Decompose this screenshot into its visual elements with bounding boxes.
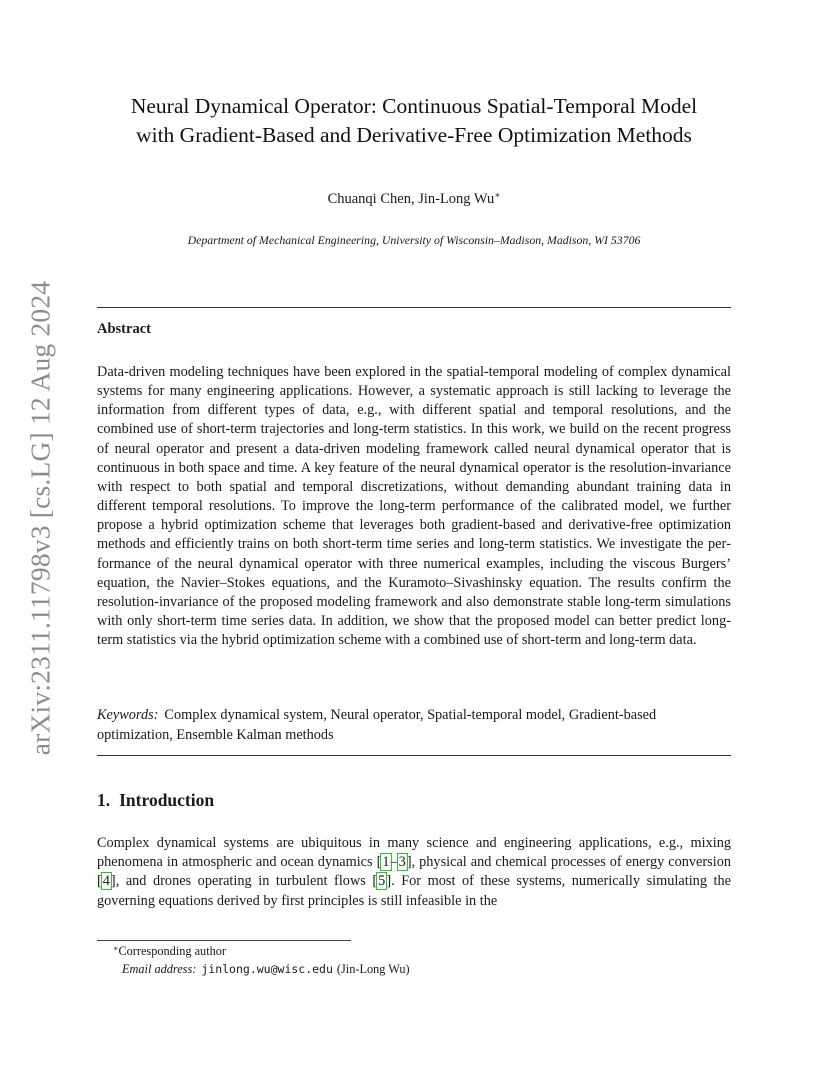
section-heading-introduction — [97, 790, 214, 811]
section-number: 1. — [97, 790, 111, 810]
keywords — [97, 706, 731, 745]
intro-text-part: Complex dynamical systems are ubiquitous in many science and engineering applications, e.g., mixing phenomena in atmospheric and ocean dynamics — [97, 835, 731, 871]
author-names: Chuanqi Chen, Jin-Long Wu — [327, 191, 495, 207]
citation-link[interactable]: 3 — [398, 854, 406, 871]
keywords-text: Complex dynamical system, Neural operator, Spatial-temporal model, Gradient-based optimization, Ensemble Kalman methods — [97, 707, 657, 743]
introduction-paragraph: Complex dynamical systems are ubiquitous in many science and engineering applications, e.g., mixing phenomena in atmospheric and ocean dynamics [1–3], physical and chemical processes of energy conversion [4], and drones operating in turbulent flows [5]. For most of these systems, numerically simulating the governing equations derived by first principles is still infeasible in the — [97, 835, 731, 909]
citation-link[interactable]: 4 — [102, 873, 110, 890]
intro-text-part: . For most of these systems, numerically simulating the governing equations derived by first principles is still infeasible in the — [97, 873, 731, 909]
footnote-rule — [97, 940, 351, 941]
intro-text-part: , physical and chemical processes of energy conversion — [411, 854, 731, 871]
section-title: Introduction — [119, 790, 215, 810]
citation-link[interactable]: 5 — [378, 873, 386, 890]
corresponding-marker[interactable]: ∗ — [494, 190, 501, 200]
title-line-1: Neural Dynamical Operator: Continuous Spatial-Temporal Model — [130, 94, 698, 118]
abstract-heading: Abstract — [97, 321, 151, 337]
keywords-label: Keywords: — [97, 707, 159, 723]
footnote-corresponding — [113, 944, 226, 959]
arxiv-side-stamp — [20, 278, 60, 758]
abstract-body: Data-driven modeling techniques have been explored in the spatial-temporal modeling of complex dynamical systems for many engineering applications. However, a systematic approach is still lacking to leverage the information from different types of data, e.g., with different spatial and temporal resolutions, and the combined use of short-term trajectories and long-term statistics. In this work, we build on the recent progress of neural operator and present a data-driven modeling framework called neural dynamical operator that is continuous in both space and time. A key feature of the neural dynamical operator is the resolution-invariance with respect to both spatial and temporal discretizations, without demanding abundant training data in different temporal resolutions. To improve the long-term performance of the calibrated model, we further propose a hybrid optimization scheme that leverages both gradient-based and derivative-free optimization methods and efficiently trains on both short-term time series and long-term statistics. We investigate the performance of the neural dynamical operator with three numerical examples, including the viscous Burgers’ equation, the Navier–Stokes equations, and the Kuramoto–Sivashinsky equation. The results confirm the resolution-invariance of the proposed modeling framework and also demonstrate stable long-term simulations with only short-term time series data. In addition, we show that the proposed model can better predict long-term statistics via the hybrid optimization scheme with a combined use of short-term and long-term data. — [97, 364, 731, 649]
abstract-top-rule — [97, 307, 731, 308]
citation-link[interactable]: 1 — [382, 854, 390, 871]
author-affiliation: Department of Mechanical Engineering, University of Wisconsin–Madison, Madison, WI 53706 — [187, 233, 641, 247]
title-line-2: with Gradient-Based and Derivative-Free Optimization Methods — [136, 123, 692, 147]
author-list — [60, 190, 768, 208]
email-label: Email address: — [122, 962, 197, 976]
citation-range-dash: – — [390, 854, 398, 871]
intro-text-part: , and drones operating in turbulent flows — [115, 873, 373, 890]
footnote-marker: ∗ — [113, 944, 119, 953]
corresponding-author-text: Corresponding author — [118, 944, 227, 958]
paper-title — [60, 92, 768, 150]
email-address-link[interactable]: jinlong.wu@wisc.edu — [201, 962, 333, 976]
arxiv-identifier: arXiv:2311.11798v3 [cs.LG] 12 Aug 2024 — [24, 280, 56, 756]
abstract-bottom-rule — [97, 755, 731, 756]
email-owner: (Jin-Long Wu) — [336, 962, 410, 976]
footnote-email — [122, 962, 410, 977]
